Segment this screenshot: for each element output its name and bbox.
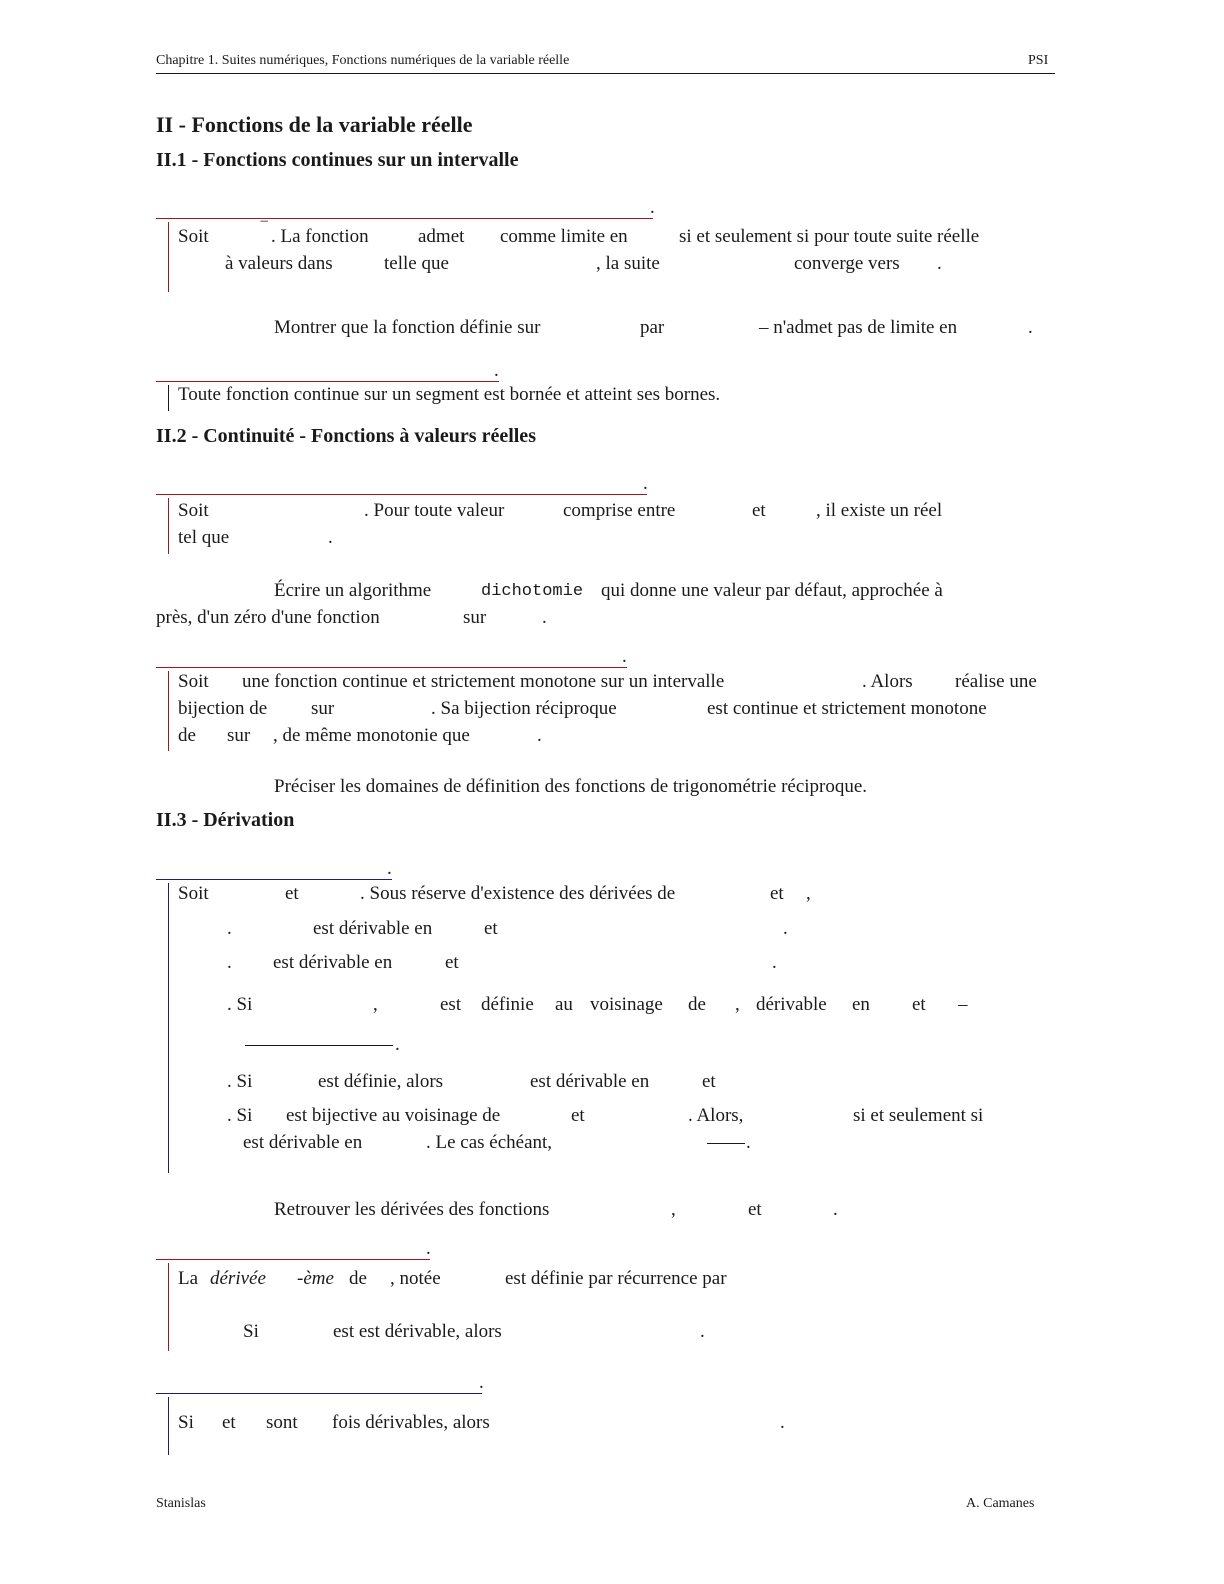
box-text: est définie, alors [318,1071,444,1092]
box-text: , [373,994,378,1015]
box-text: dérivable [756,994,827,1015]
box-text: . Le cas échéant, [426,1132,553,1153]
code-snippet: dichotomie [481,582,584,601]
box-text: est est dérivable, alors [333,1321,502,1342]
box-top-rule [156,667,627,668]
box-text: . [746,1132,751,1153]
box-text: est dérivable en [243,1132,363,1153]
exercise-text: et [748,1199,762,1220]
box-left-bar [168,385,169,411]
box-text: est dérivable en [313,918,433,939]
box-text: de [178,725,196,746]
box-text: et [285,883,299,904]
box-text: . Sous réserve d'existence des dérivées de [360,883,676,904]
box-text: . [227,918,232,939]
subsection-title-3: II.3 - Dérivation [156,809,295,831]
header-rule [156,73,1055,74]
box-title-dot: . [494,360,499,381]
box-top-rule [156,381,499,382]
box-text: Si [243,1321,259,1342]
box-left-bar [168,883,169,1173]
running-header-right: PSI [1028,53,1049,68]
box-left-bar [168,671,169,751]
exercise-text: près, d'un zéro d'une fonction [156,607,380,628]
box-text: et [770,883,784,904]
box-left-bar [168,1263,169,1351]
box-title-dot: . [643,473,648,494]
box-text: , notée [390,1268,441,1289]
box-text: . [328,527,333,548]
exercise-text: . [1028,317,1033,338]
box-text: . Alors [862,671,913,692]
box-text: , la suite [596,253,660,274]
subsection-title-2: II.2 - Continuité - Fonctions à valeurs réelles [156,425,536,447]
box-text: Si [178,1412,194,1433]
box-left-bar [168,222,169,292]
box-text: et [752,500,766,521]
exercise-text: , [671,1199,676,1220]
running-header-left: Chapitre 1. Suites numériques, Fonctions numériques de la variable réelle [156,53,570,68]
box-text: . Alors, [688,1105,744,1126]
fraction-bar [707,1143,745,1144]
box-text: est définie par récurrence par [505,1268,727,1289]
box-text: Soit [178,883,209,904]
box-text: . [937,253,942,274]
box-text: . [537,725,542,746]
box-text: . Si [227,994,253,1015]
box-text: sur [227,725,251,746]
box-text: La [178,1268,199,1289]
fraction-bar [245,1045,393,1046]
box-title-dot: . [479,1372,484,1393]
box-text: une fonction continue et strictement monotone sur un intervalle [242,671,725,692]
box-text: , il existe un réel [816,500,943,521]
section-title: II - Fonctions de la variable réelle [156,112,473,137]
box-text: et [571,1105,585,1126]
box-text: , [735,994,740,1015]
box-text: de [349,1268,367,1289]
box-text: de [688,994,706,1015]
box-top-rule [156,1259,430,1260]
box-text: dérivée [210,1268,266,1289]
box-top-rule [156,879,392,880]
box-text: . Sa bijection réciproque [431,698,617,719]
box-text: est dérivable en [273,952,393,973]
subsection-title-1: II.1 - Fonctions continues sur un intervalle [156,149,519,171]
box-text: au [555,994,573,1015]
box-text: est bijective au voisinage de [286,1105,501,1126]
box-text: admet [418,226,465,247]
box-text: si et seulement si pour toute suite réelle [679,226,980,247]
box-text: si et seulement si [853,1105,984,1126]
box-text: . [772,952,777,973]
box-text: Soit [178,500,209,521]
box-top-rule [156,218,653,219]
box-text: ‾ [261,220,268,241]
box-text: . Si [227,1071,253,1092]
box-text: en [852,994,870,1015]
box-text: . Si [227,1105,253,1126]
box-text: -ème [297,1268,334,1289]
box-text: comme limite en [500,226,628,247]
box-text: est [440,994,462,1015]
box-text: est continue et strictement monotone [707,698,987,719]
box-text: . La fonction [271,226,369,247]
exercise-text: qui donne une valeur par défaut, approchée à [601,580,943,601]
box-text: , [806,883,811,904]
box-text: et [912,994,926,1015]
box-title-dot: . [622,646,627,667]
exercise-3: Préciser les domaines de définition des fonctions de trigonométrie réciproque. [274,776,868,797]
box-text: . Pour toute valeur [364,500,505,521]
box-text: sur [311,698,335,719]
box-text: définie [481,994,534,1015]
box-text: voisinage [590,994,663,1015]
box-top-rule [156,1393,482,1394]
exercise-text: . [833,1199,838,1220]
box-left-bar [168,498,169,554]
footer-left: Stanislas [156,1496,206,1511]
box-text: et [222,1412,236,1433]
exercise-text: Retrouver les dérivées des fonctions [274,1199,550,1220]
box-text: telle que [384,253,449,274]
box-text: . [780,1412,785,1433]
exercise-text: sur [463,607,487,628]
exercise-text: par [640,317,665,338]
box-text: et [702,1071,716,1092]
box-text: . [395,1034,400,1055]
box-title-dot: . [426,1238,431,1259]
box-text: . [227,952,232,973]
box-text: . [783,918,788,939]
box-title-dot: . [650,197,655,218]
box-text: converge vers [794,253,900,274]
box-title-dot: . [387,858,392,879]
box-text: Soit [178,226,209,247]
footer-right: A. Camanes [966,1496,1035,1511]
box-text: , de même monotonie que [273,725,470,746]
box-text: et [484,918,498,939]
box-text: est dérivable en [530,1071,650,1092]
box-text: bijection de [178,698,268,719]
box-text: – [958,994,968,1015]
exercise-text: – n'admet pas de limite en [759,317,958,338]
box-text: Toute fonction continue sur un segment est bornée et atteint ses bornes. [178,384,721,405]
box-top-rule [156,494,647,495]
box-text: . [700,1321,705,1342]
box-left-bar [168,1397,169,1455]
exercise-text: . [542,607,547,628]
box-text: comprise entre [563,500,676,521]
box-text: sont [266,1412,298,1433]
box-text: à valeurs dans [225,253,333,274]
box-text: réalise une [955,671,1037,692]
box-text: et [445,952,459,973]
exercise-text: Montrer que la fonction définie sur [274,317,541,338]
box-text: Soit [178,671,209,692]
exercise-text: Écrire un algorithme [274,580,432,601]
box-text: tel que [178,527,230,548]
box-text: fois dérivables, alors [332,1412,490,1433]
